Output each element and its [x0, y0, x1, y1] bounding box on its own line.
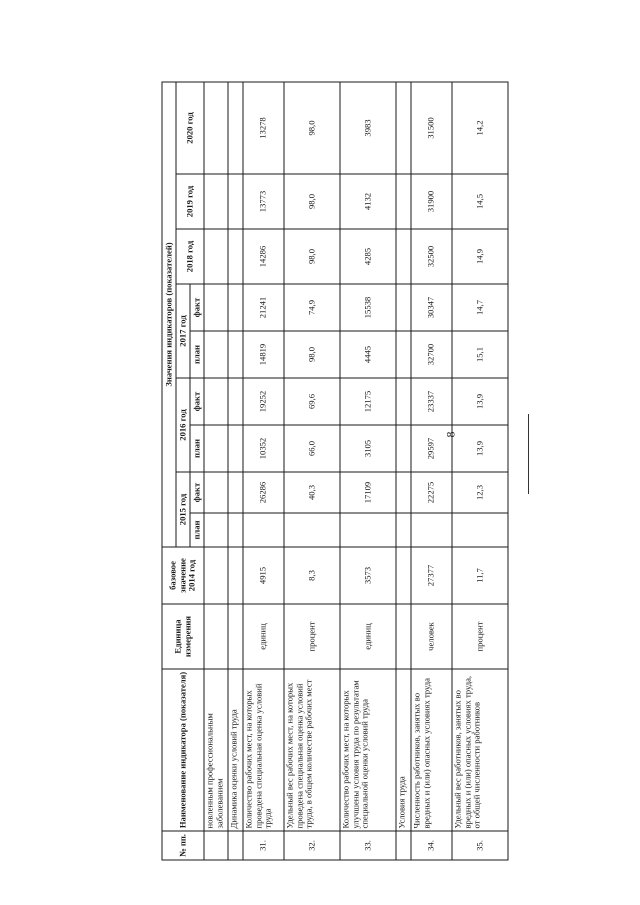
value-2019: 31900 [411, 174, 452, 229]
header-unit: Единица измерения [162, 604, 204, 669]
value-2020: 13278 [243, 82, 284, 174]
plan-2015 [340, 513, 396, 547]
header-2018: 2018 год [176, 229, 204, 284]
plan-2017: 4445 [340, 331, 396, 378]
plan-2017: 15,1 [452, 331, 508, 378]
plan-2017: 14819 [243, 331, 284, 378]
row-number: 31. [243, 831, 284, 860]
fact-2016: 69,6 [284, 378, 340, 425]
unit-cell: человек [411, 604, 452, 669]
fact-2015 [396, 472, 411, 513]
value-2018 [204, 229, 228, 284]
base-value: 3573 [340, 547, 396, 604]
header-indicator: Наименование индикатора (показателя) [162, 669, 204, 831]
header-no: № пп. [162, 831, 204, 860]
plan-2017: 32700 [411, 331, 452, 378]
header-fact: факт [190, 284, 204, 331]
value-2018: 98,0 [284, 229, 340, 284]
value-2020: 98,0 [284, 82, 340, 174]
base-value: 4915 [243, 547, 284, 604]
fact-2017 [396, 284, 411, 331]
table-row [243, 82, 284, 860]
value-2019: 98,0 [284, 174, 340, 229]
value-2018 [396, 229, 411, 284]
value-2020: 31500 [411, 82, 452, 174]
table-body [204, 82, 508, 860]
row-number [204, 831, 228, 860]
table-row [204, 82, 228, 860]
plan-2015 [243, 513, 284, 547]
plan-2016 [396, 425, 411, 472]
plan-2015 [284, 513, 340, 547]
table-row [411, 82, 452, 860]
value-2019 [228, 174, 243, 229]
plan-2015 [228, 513, 243, 547]
fact-2015: 40,3 [284, 472, 340, 513]
fact-2017: 74,9 [284, 284, 340, 331]
plan-2016: 66,0 [284, 425, 340, 472]
value-2020: 3983 [340, 82, 396, 174]
row-number: 35. [452, 831, 508, 860]
row-number: 34. [411, 831, 452, 860]
fact-2016: 12175 [340, 378, 396, 425]
table-header [162, 82, 204, 860]
plan-2016: 10352 [243, 425, 284, 472]
indicator-name: Количество рабочих мест, на которых проведена специальная оценка условий труда [243, 669, 284, 831]
fact-2015 [228, 472, 243, 513]
fact-2015: 26286 [243, 472, 284, 513]
value-2019: 4132 [340, 174, 396, 229]
fact-2017 [228, 284, 243, 331]
header-plan: план [190, 331, 204, 378]
section-title: Динамика оценки условий труда [228, 669, 243, 831]
header-base: базовое значение 2014 год [162, 547, 204, 604]
fact-2017 [204, 284, 228, 331]
header-2017: 2017 год [176, 284, 190, 378]
value-2019: 14,5 [452, 174, 508, 229]
indicator-name: Численность работников, занятых во вредных и (или) опасных условиях труда [411, 669, 452, 831]
header-plan: план [190, 425, 204, 472]
indicator-name: новленным профессиональным заболеванием [204, 669, 228, 831]
section-row [396, 82, 411, 860]
value-2019: 13773 [243, 174, 284, 229]
section-row [228, 82, 243, 860]
plan-2015 [452, 513, 508, 547]
unit-cell: процент [284, 604, 340, 669]
base-value: 8,3 [284, 547, 340, 604]
value-2020 [228, 82, 243, 174]
value-2018: 14286 [243, 229, 284, 284]
row-number: 32. [284, 831, 340, 860]
fact-2015: 22275 [411, 472, 452, 513]
header-values-group: Значения индикаторов (показателей) [162, 82, 176, 547]
base-value: 27377 [411, 547, 452, 604]
unit-cell [228, 604, 243, 669]
unit-cell: единиц [243, 604, 284, 669]
row-number [228, 831, 243, 860]
fact-2017: 21241 [243, 284, 284, 331]
fact-2015 [204, 472, 228, 513]
value-2019 [204, 174, 228, 229]
fact-2015: 17109 [340, 472, 396, 513]
unit-cell [204, 604, 228, 669]
indicator-name: Количество рабочих мест, на которых улучшены условия труда по результатам специальной оценки условий труда [340, 669, 396, 831]
value-2018: 32500 [411, 229, 452, 284]
fact-2017: 14,7 [452, 284, 508, 331]
indicator-name: Удельный вес работников, занятых во вредных и (или) опасных условиях труда, от общей численности работников [452, 669, 508, 831]
plan-2016: 13,9 [452, 425, 508, 472]
base-value: 11,7 [452, 547, 508, 604]
table-row [452, 82, 508, 860]
header-2016: 2016 год [176, 378, 190, 472]
plan-2015 [411, 513, 452, 547]
plan-2017: 98,0 [284, 331, 340, 378]
plan-2016: 29597 [411, 425, 452, 472]
fact-2017: 30347 [411, 284, 452, 331]
value-2018: 4285 [340, 229, 396, 284]
header-fact: факт [190, 378, 204, 425]
plan-2017 [228, 331, 243, 378]
row-number: 33. [340, 831, 396, 860]
base-value [228, 547, 243, 604]
header-fact: факт [190, 472, 204, 513]
row-number [396, 831, 411, 860]
page-number: 8 [443, 431, 458, 438]
section-title: Условия труда [396, 669, 411, 831]
plan-2015 [204, 513, 228, 547]
base-value [396, 547, 411, 604]
value-2019 [396, 174, 411, 229]
plan-2017 [204, 331, 228, 378]
value-2020: 14,2 [452, 82, 508, 174]
plan-2015 [396, 513, 411, 547]
fact-2016: 13,9 [452, 378, 508, 425]
plan-2017 [396, 331, 411, 378]
value-2018 [228, 229, 243, 284]
header-2015: 2015 год [176, 472, 190, 547]
table-row [340, 82, 396, 860]
plan-2016 [228, 425, 243, 472]
indicator-table-wrapper [162, 83, 509, 861]
value-2018: 14,9 [452, 229, 508, 284]
plan-2016: 3105 [340, 425, 396, 472]
plan-2016 [204, 425, 228, 472]
base-value [204, 547, 228, 604]
signature-line [528, 414, 529, 494]
indicator-table [162, 82, 509, 861]
fact-2016 [396, 378, 411, 425]
unit-cell: единиц [340, 604, 396, 669]
fact-2016: 23337 [411, 378, 452, 425]
fact-2015: 12,3 [452, 472, 508, 513]
fact-2016: 19252 [243, 378, 284, 425]
fact-2016 [204, 378, 228, 425]
unit-cell [396, 604, 411, 669]
value-2020 [204, 82, 228, 174]
header-2020: 2020 год [176, 82, 204, 174]
value-2020 [396, 82, 411, 174]
header-2019: 2019 год [176, 174, 204, 229]
indicator-name: Удельный вес рабочих мест, на которых проведена специальная оценка условий труда, в общем количестве рабочих мест [284, 669, 340, 831]
fact-2016 [228, 378, 243, 425]
table-row [284, 82, 340, 860]
fact-2017: 15538 [340, 284, 396, 331]
header-plan: план [190, 513, 204, 547]
unit-cell: процент [452, 604, 508, 669]
